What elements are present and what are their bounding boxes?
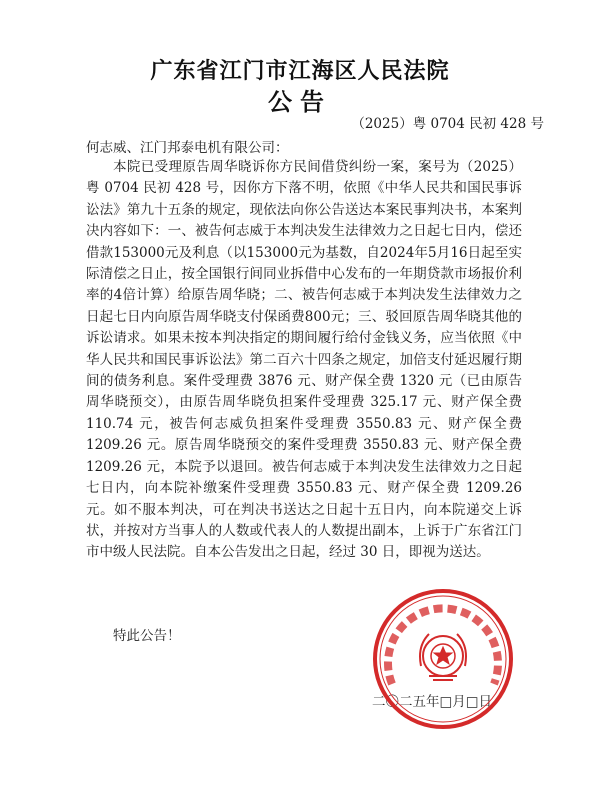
notice-body: 本院已受理原告周华晓诉你方民间借贷纠纷一案，案号为（2025）粤 0704 民初 428 号，因你方下落不明，依照《中华人民共和国民事诉讼法》第九十五条的规定，现依法向你公告送达本案民事判决书，本案判决内容如下：一、被告何志威于本判决发生法律效力之日起七日内，偿还借款153000元及利息（以153000元为基数，自2024年5月16日起至实际清偿之日止，按全国银行间同业拆借中心发布的一年期贷款市场报价利率的4倍计算）给原告周华晓；二、被告何志威于本判决发生法律效力之日起七日内向原告周华晓支付保函费800元；三、驳回原告周华晓其他的诉讼请求。如果未按本判决指定的期间履行给付金钱义务，应当依照《中华人民共和国民事诉讼法》第二百六十四条之规定，加倍支付延迟履行期间的债务利息。案件受理费 3876 元、财产保全费 1320 元（已由原告周华晓预交），由原告周华晓负担案件受理费 325.17 元、财产保全费 110.74 元，被告何志威负担案件受理费 3550.83 元、财产保全费 1209.26 元。原告周华晓预交的案件受理费 3550.83 元、财产保全费 1209.26 元，本院予以退回。被告何志威于本判决发生法律效力之日起七日内，向本院补缴案件受理费 3550.83 元、财产保全费 1209.26 元。如不服本判决，可在判决书送达之日起十五日内，向本院递交上诉状，并按对方当事人的人数或代表人的人数提出副本，上诉于广东省江门市中级人民法院。自本公告发出之日起，经过 30 日，即视为送达。 — [86, 159, 522, 561]
court-name: 广东省江门市江海区人民法院 — [150, 59, 450, 84]
closing-line: 特此公告！ — [113, 628, 181, 644]
case-number: （2025）粤 0704 民初 428 号 — [351, 116, 544, 132]
issue-date: 二〇二五年□月□日 — [372, 694, 493, 710]
notice-title: 公告 — [268, 88, 332, 116]
court-seal-stamp — [368, 584, 518, 734]
addressee: 何志威、江门邦泰电机有限公司： — [86, 140, 289, 156]
